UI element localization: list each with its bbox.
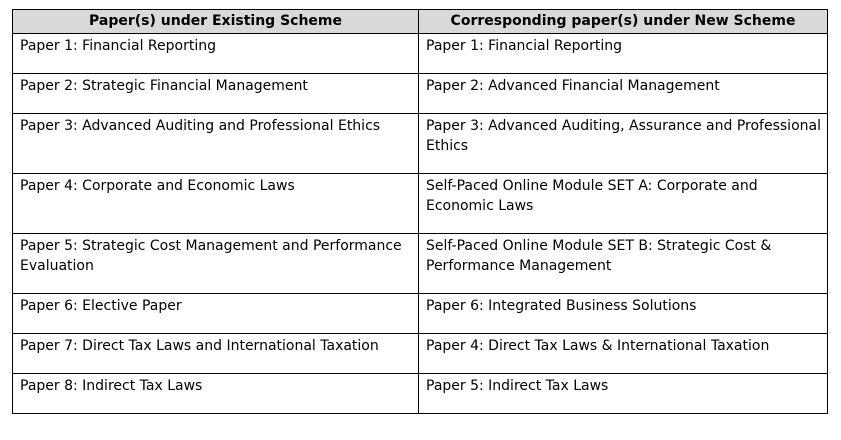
existing-paper-cell: Paper 6: Elective Paper: [13, 294, 419, 334]
header-new-scheme: Corresponding paper(s) under New Scheme: [419, 10, 828, 34]
existing-paper-cell: Paper 4: Corporate and Economic Laws: [13, 174, 419, 234]
new-paper-cell: Paper 4: Direct Tax Laws & International Taxation: [419, 334, 828, 374]
table-row: [13, 234, 828, 294]
table-row: [13, 294, 828, 334]
existing-paper-cell: Paper 3: Advanced Auditing and Professional Ethics: [13, 114, 419, 174]
existing-paper-cell: Paper 1: Financial Reporting: [13, 34, 419, 74]
new-paper-cell: Paper 3: Advanced Auditing, Assurance and Professional Ethics: [419, 114, 828, 174]
new-paper-cell: Self-Paced Online Module SET A: Corporate and Economic Laws: [419, 174, 828, 234]
header-existing-scheme: Paper(s) under Existing Scheme: [13, 10, 419, 34]
paper-mapping-table: [12, 9, 828, 414]
table-row: [13, 374, 828, 414]
existing-paper-cell: Paper 5: Strategic Cost Management and Performance Evaluation: [13, 234, 419, 294]
new-paper-cell: Paper 2: Advanced Financial Management: [419, 74, 828, 114]
new-paper-cell: Paper 5: Indirect Tax Laws: [419, 374, 828, 414]
table-row: [13, 34, 828, 74]
new-paper-cell: Paper 6: Integrated Business Solutions: [419, 294, 828, 334]
new-paper-cell: Self-Paced Online Module SET B: Strategic Cost & Performance Management: [419, 234, 828, 294]
table-row: [13, 114, 828, 174]
existing-paper-cell: Paper 8: Indirect Tax Laws: [13, 374, 419, 414]
table-row: [13, 74, 828, 114]
new-paper-cell: Paper 1: Financial Reporting: [419, 34, 828, 74]
existing-paper-cell: Paper 7: Direct Tax Laws and International Taxation: [13, 334, 419, 374]
table-row: [13, 334, 828, 374]
table-header-row: [13, 10, 828, 34]
table-row: [13, 174, 828, 234]
existing-paper-cell: Paper 2: Strategic Financial Management: [13, 74, 419, 114]
